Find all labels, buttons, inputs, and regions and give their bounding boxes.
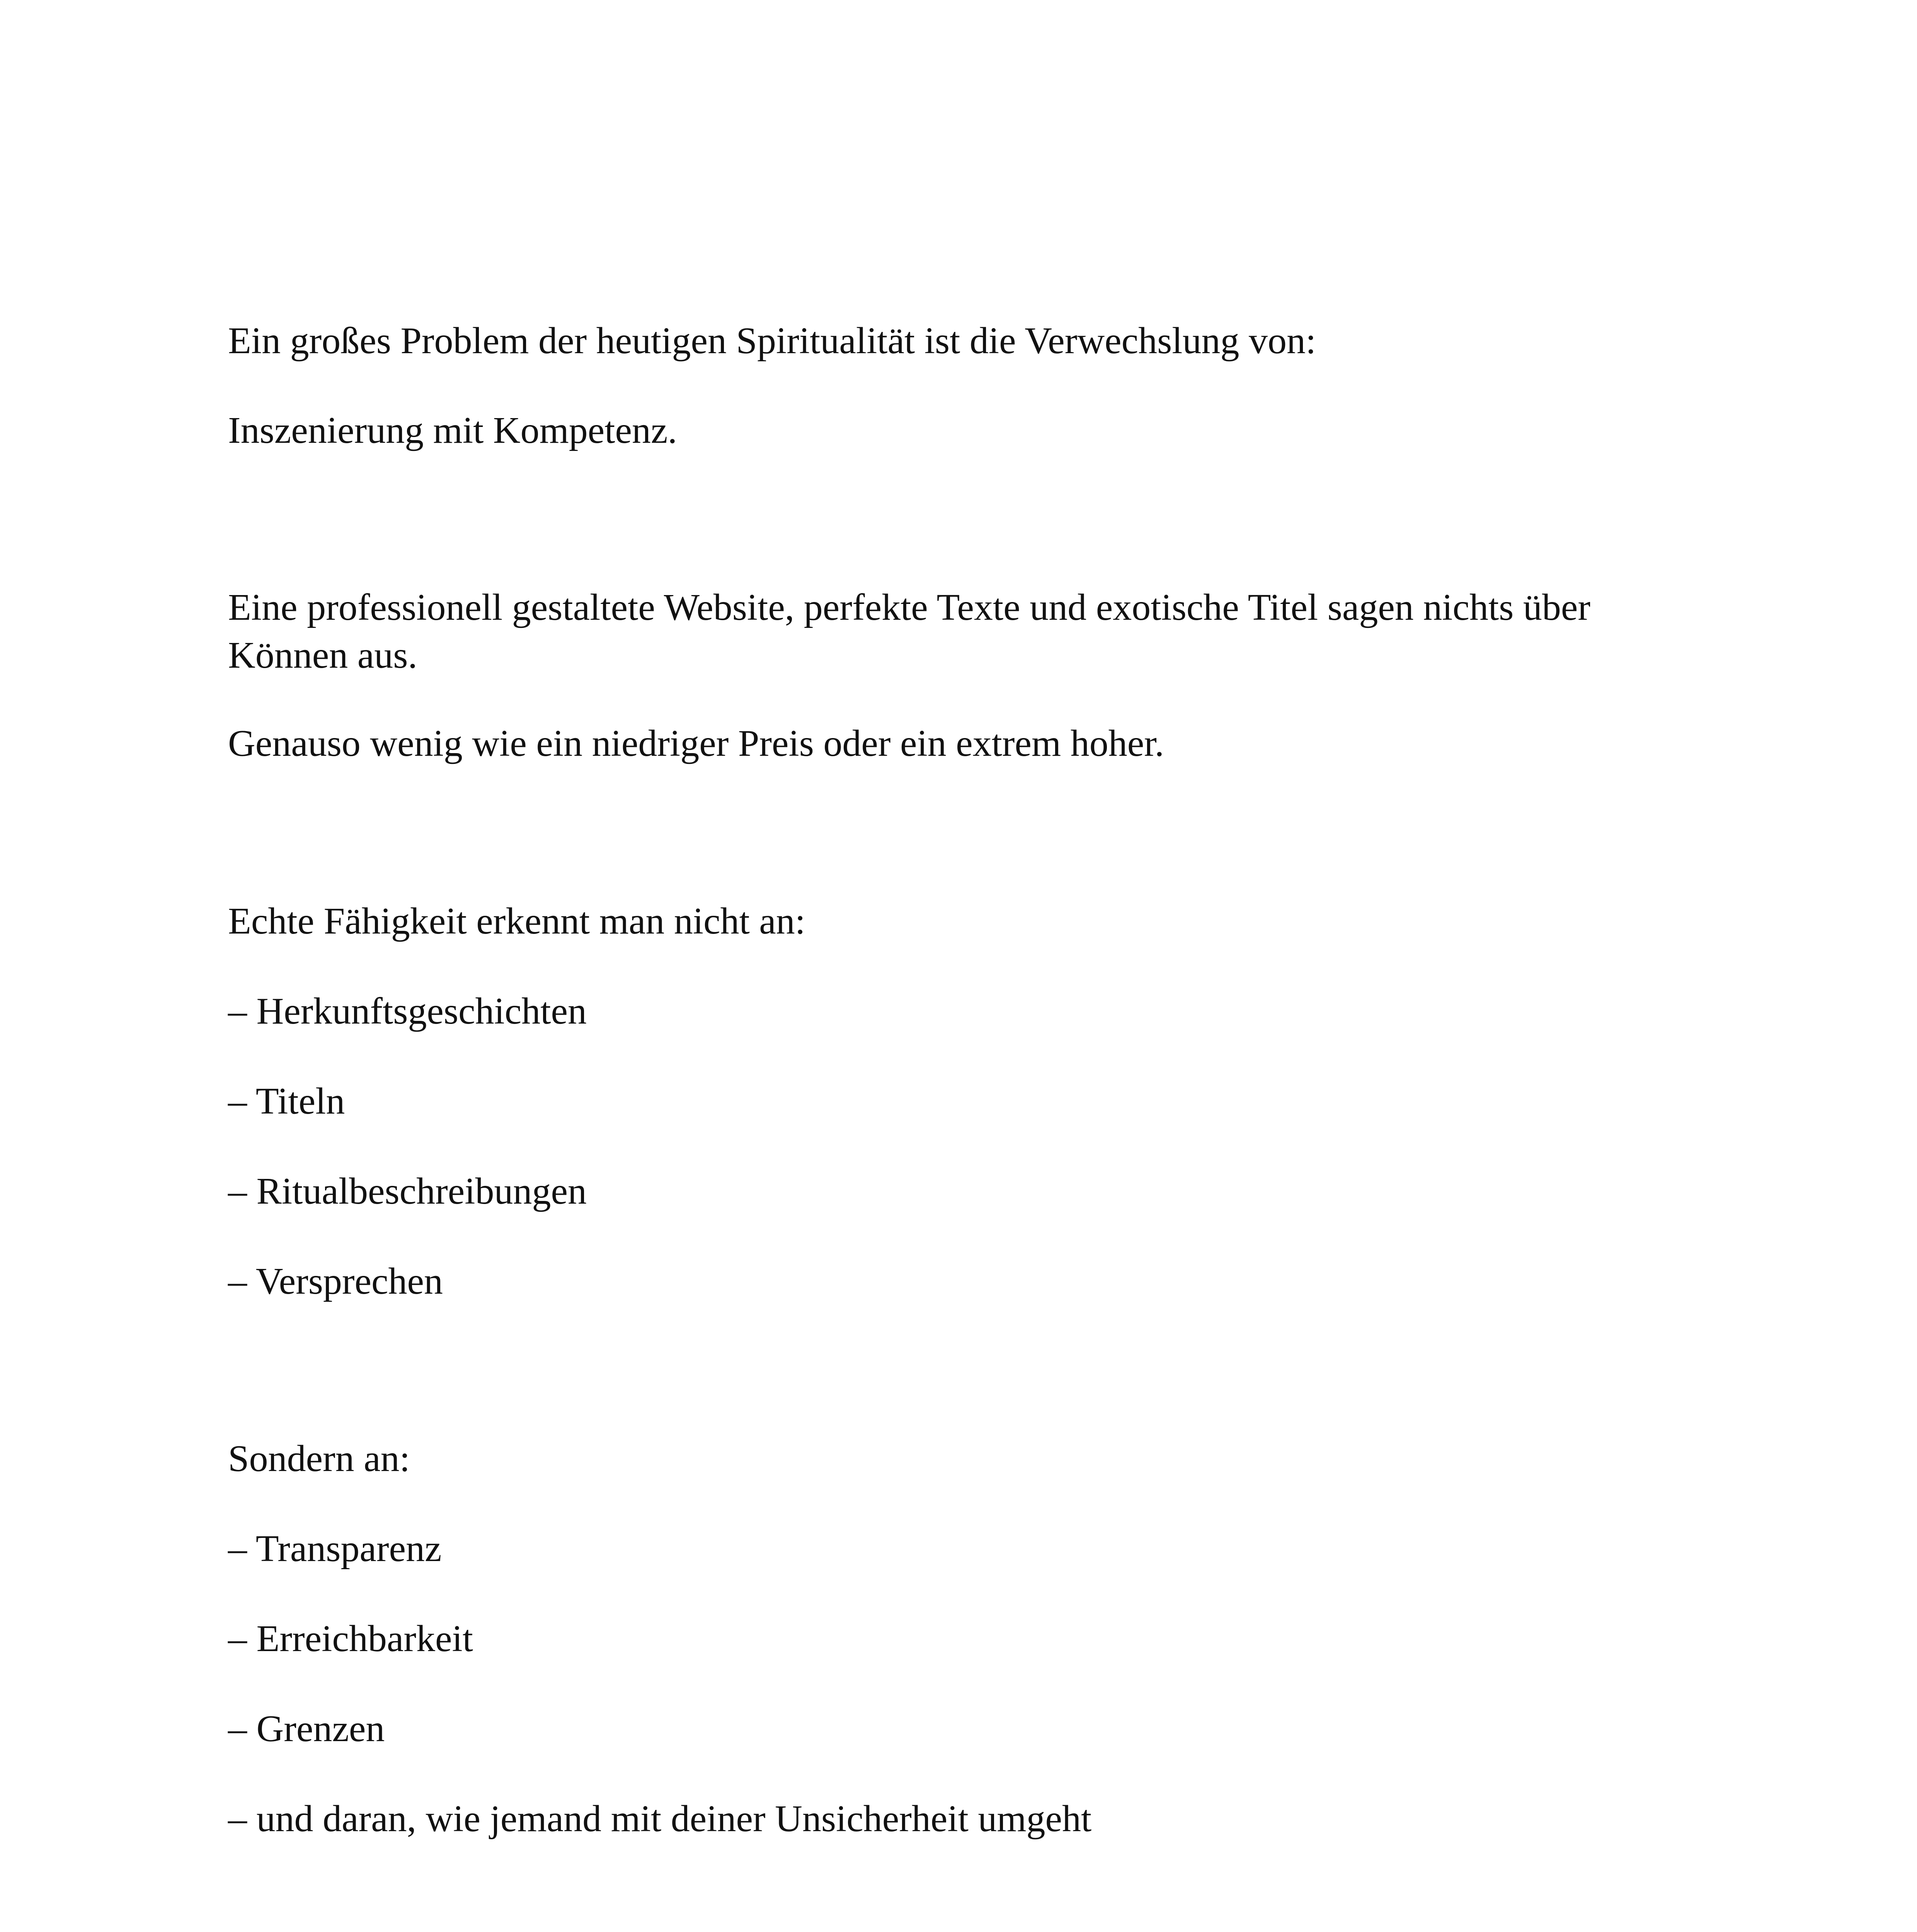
list-item: – Versprechen <box>228 1260 443 1302</box>
list-item: – Grenzen <box>228 1708 385 1750</box>
price-statement: Genauso wenig wie ein niedriger Preis oder ein extrem hoher. <box>228 723 1165 764</box>
intro-sentence: Ein großes Problem der heutigen Spiritualität ist die Verwechslung von: <box>228 320 1316 362</box>
list-item: – Herkunftsgeschichten <box>228 990 587 1032</box>
intro-conclusion: Inszenierung mit Kompetenz. <box>228 410 678 451</box>
website-statement: Eine professionell gestaltete Website, perfekte Texte und exotische Titel sagen nichts über Können aus. <box>228 587 1591 676</box>
recognized-heading: Sondern an: <box>228 1438 410 1480</box>
not-recognized-heading: Echte Fähigkeit erkennt man nicht an: <box>228 900 806 942</box>
list-item: – Transparenz <box>228 1528 442 1570</box>
list-item: – und daran, wie jemand mit deiner Unsicherheit umgeht <box>228 1798 1092 1840</box>
list-item: – Ritualbeschreibungen <box>228 1170 587 1212</box>
list-item: – Titeln <box>228 1080 345 1122</box>
list-item: – Erreichbarkeit <box>228 1618 473 1660</box>
